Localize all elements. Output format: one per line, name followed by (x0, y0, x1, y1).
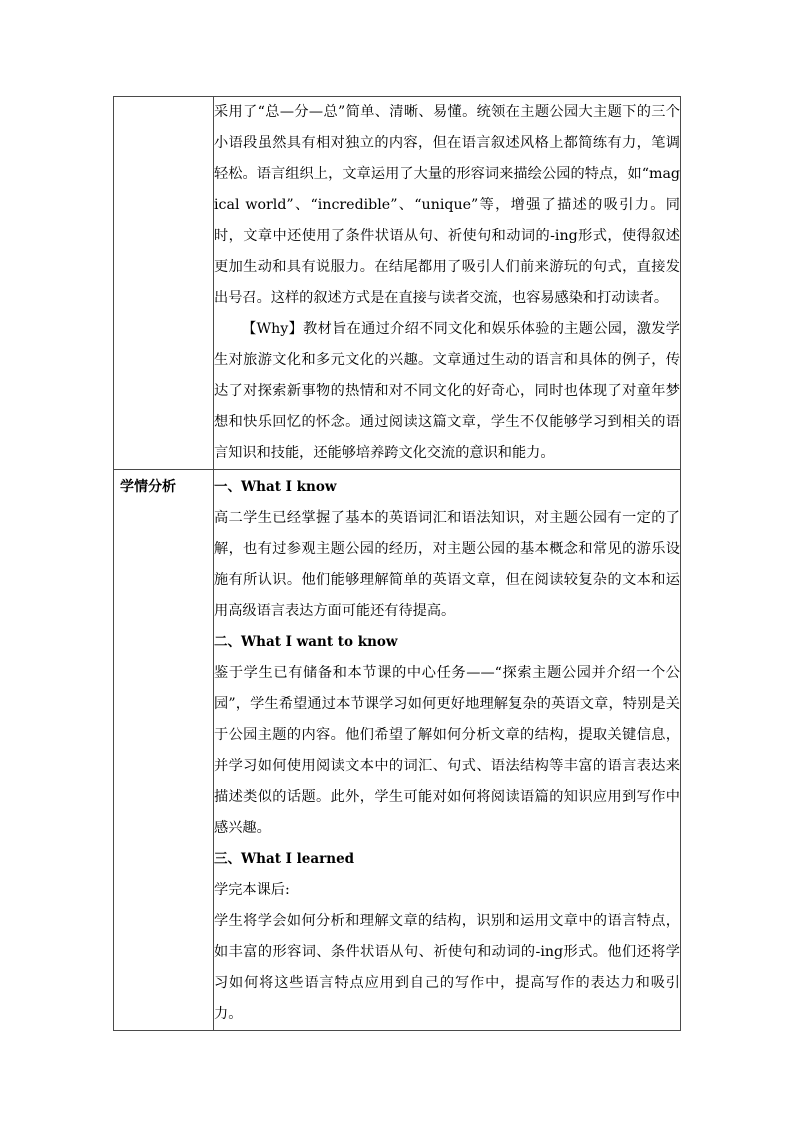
section-heading-what-i-want-to-know: 二、What I want to know (214, 634, 398, 650)
row-label-cell (114, 97, 214, 470)
why-paragraph: 【Why】教材旨在通过介绍不同文化和娱乐体验的主题公园，激发学生对旅游文化和多元文化的兴趣。文章通过生动的语言和具体的例子，传达了对探索新事物的热情和对不同文化的好奇心，同时也体现了对童年梦想和快乐回忆的怀念。通过阅读这篇文章，学生不仅能够学习到相关的语言知识和技能，还能够培养跨文化交流的意识和能力。 (214, 321, 680, 461)
lesson-plan-table (113, 96, 681, 1031)
table-row-textual-analysis (114, 97, 681, 470)
row-label (114, 97, 213, 105)
row-content-cell (214, 470, 681, 1031)
row-label-student-analysis: 学情分析 (120, 479, 176, 495)
section-text-what-i-learned: 学生将学会如何分析和理解文章的结构，识别和运用文章中的语言特点，如丰富的形容词、条件状语从句、祈使句和动词的-ing形式。他们还将学习如何将这些语言特点应用到自己的写作中，提高写作的表达力和吸引力。 (214, 913, 680, 1022)
section-intro-what-i-learned: 学完本课后: (214, 882, 290, 898)
section-text-what-i-want-to-know: 鉴于学生已有储备和本节课的中心任务——“探索主题公园并介绍一个公园”，学生希望通过本节课学习如何更好地理解复杂的英语文章，特别是关于公园主题的内容。他们希望了解如何分析文章的结构，提取关键信息，并学习如何使用阅读文本中的词汇、句式、语法结构等丰富的语言表达来描述类似的话题。此外，学生可能对如何将阅读语篇的知识应用到写作中感兴趣。 (214, 665, 680, 836)
section-heading-what-i-know: 一、What I know (214, 479, 337, 495)
section-text-what-i-know: 高二学生已经掌握了基本的英语词汇和语法知识，对主题公园有一定的了解，也有过参观主题公园的经历，对主题公园的基本概念和常见的游乐设施有所认识。他们能够理解简单的英语文章，但在阅读较复杂的文本和运用高级语言表达方面可能还有待提高。 (214, 510, 680, 619)
row-label-cell (114, 470, 214, 1031)
what-paragraph-continued: 采用了“总—分—总”简单、清晰、易懂。统领在主题公园大主题下的三个小语段虽然具有相对独立的内容，但在语言叙述风格上都简练有力，笔调轻松。语言组织上，文章运用了大量的形容词来描绘公园的特点，如“magical world”、“incredible”、“unique”等，增强了描述的吸引力。同时，文章中还使用了条件状语从句、祈使句和动词的-ing形式，使得叙述更加生动和具有说服力。在结尾都用了吸引人们前来游玩的句式，直接发出号召。这样的叙述方式是在直接与读者交流，也容易感染和打动读者。 (214, 104, 680, 306)
row-content-cell (214, 97, 681, 470)
section-heading-what-i-learned: 三、What I learned (214, 851, 355, 867)
table-row-student-analysis (114, 470, 681, 1031)
